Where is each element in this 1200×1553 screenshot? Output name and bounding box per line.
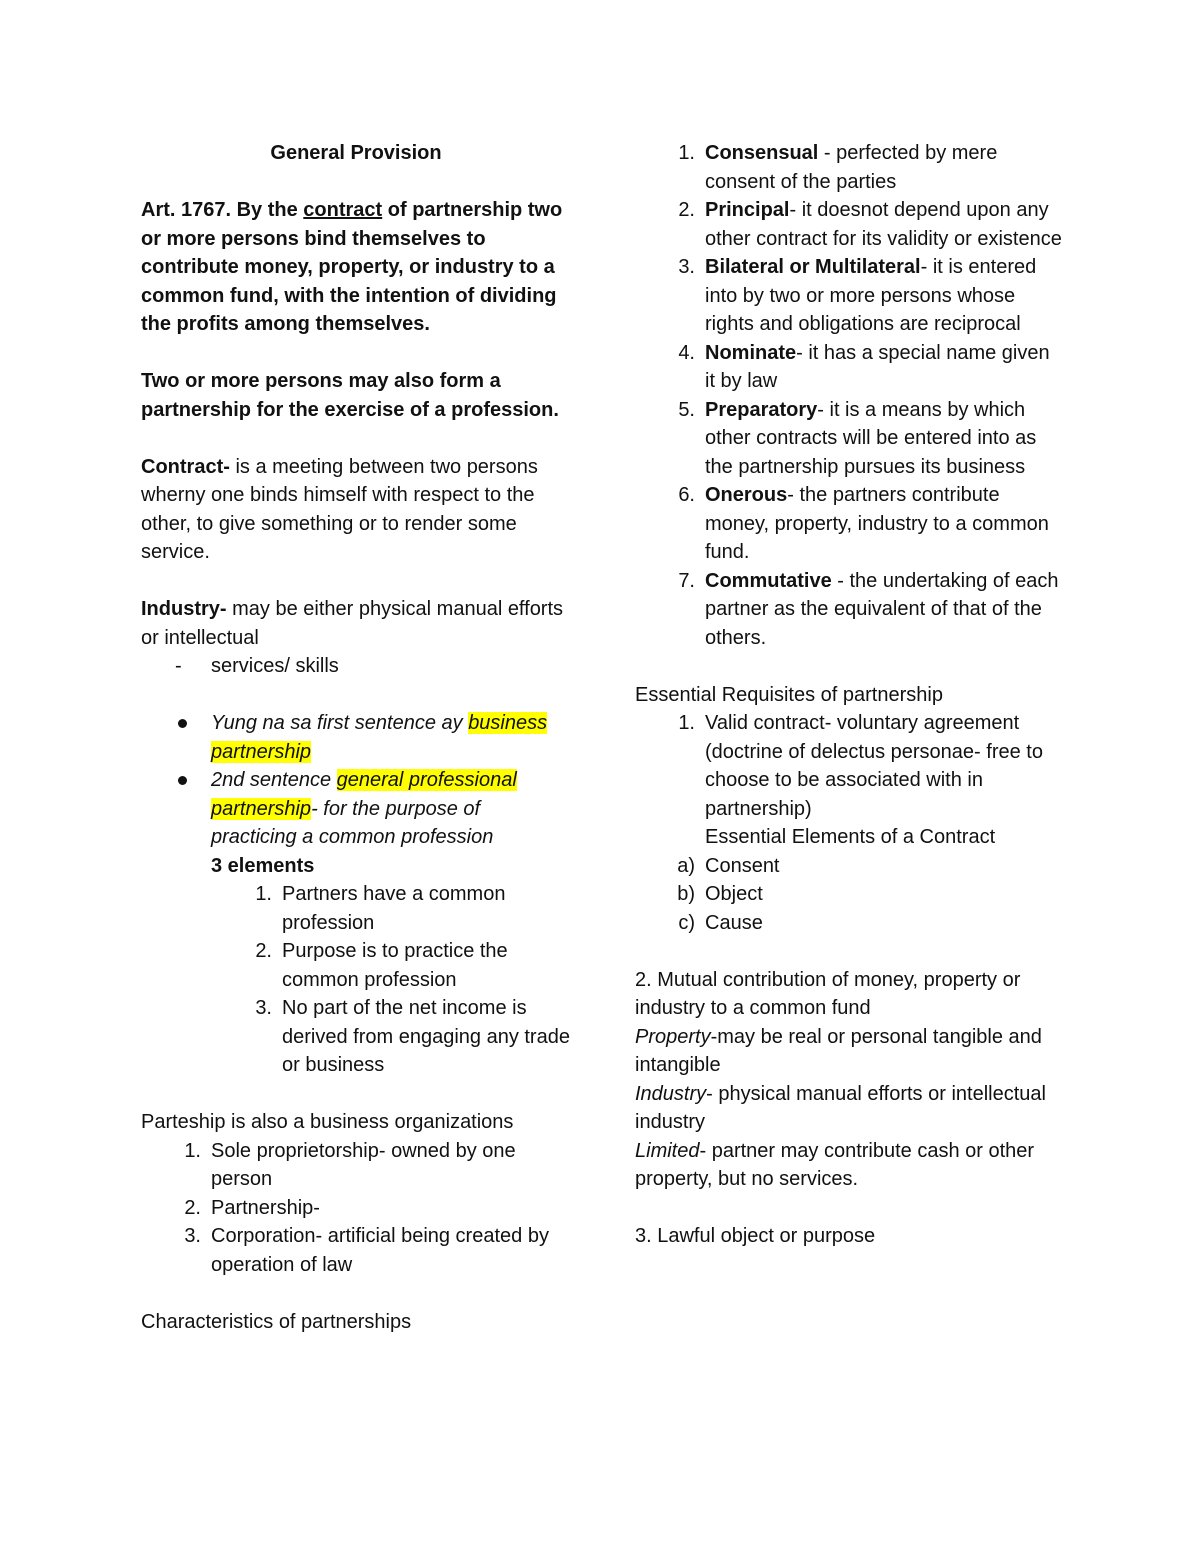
list-item: 2. Purpose is to practice the common profession bbox=[255, 940, 508, 991]
requisites-heading: Essential Requisites of partnership bbox=[635, 683, 943, 706]
list-item: 3. Bilateral or Multilateral- it is entered into by two or more persons whose rights and obligations are reciprocal bbox=[678, 256, 1037, 335]
list-item: b) Object bbox=[677, 883, 763, 905]
list-item: 5. Preparatory- it is a means by which other contracts will be entered into as the partnership pursues its business bbox=[678, 398, 1037, 478]
list-item: c) Cause bbox=[678, 911, 763, 934]
contract-elements-list bbox=[635, 852, 1065, 938]
elements-heading: 3 elements bbox=[211, 854, 315, 877]
bullet-dot-icon bbox=[178, 719, 187, 728]
right-column bbox=[635, 139, 1065, 1251]
contract-elements-heading: Essential Elements of a Contract bbox=[705, 826, 996, 848]
property-definition: Property-may be real or personal tangible and intangible bbox=[635, 1025, 1042, 1076]
requisite-2: 2. Mutual contribution of money, property or industry to a common fund bbox=[635, 968, 1021, 1019]
list-item: 7. Commutative - the undertaking of each partner as the equivalent of that of the others. bbox=[678, 569, 1059, 649]
characteristics-list bbox=[635, 139, 1065, 652]
org-list bbox=[141, 1137, 571, 1280]
industry-definition: Industry- may be either physical manual efforts or intellectual bbox=[141, 598, 564, 649]
elements-list bbox=[141, 880, 571, 1080]
list-item: 2. Partnership- bbox=[184, 1196, 320, 1219]
list-item: 1. Valid contract- voluntary agreement (doctrine of delectus personae- free to choose to be associated with in partnership) bbox=[678, 712, 1043, 820]
bullet-item: Yung na sa first sentence ay business partnership bbox=[141, 709, 571, 766]
list-item: 6. Onerous- the partners contribute money, property, industry to a common fund. bbox=[678, 484, 1049, 563]
limited-definition: Limited- partner may contribute cash or other property, but no services. bbox=[635, 1139, 1035, 1190]
article-1767: Art. 1767. By the contract of partnership two or more persons bind themselves to contribute money, property, or industry to a common fund, with the intention of dividing the profits among themselves. bbox=[141, 199, 563, 335]
list-item: 3. Corporation- artificial being created by operation of law bbox=[184, 1225, 549, 1276]
list-item: 3. No part of the net income is derived from engaging any trade or business bbox=[255, 997, 570, 1076]
list-item: 2. Principal- it doesnot depend upon any other contract for its validity or existence bbox=[678, 199, 1062, 250]
org-heading: Parteship is also a business organizations bbox=[141, 1111, 514, 1133]
list-item: a) Consent bbox=[677, 854, 780, 877]
list-item: 1. Sole proprietorship- owned by one person bbox=[184, 1139, 516, 1190]
list-item: 1. Consensual - perfected by mere consent of the parties bbox=[678, 142, 998, 193]
contract-definition: Contract- is a meeting between two persons wherny one binds himself with respect to the other, to give something or to render some service. bbox=[141, 455, 538, 563]
highlight: general professional partnership bbox=[211, 769, 517, 820]
highlight: business partnership bbox=[211, 712, 548, 763]
article-paragraph-2: Two or more persons may also form a partnership for the exercise of a profession. bbox=[141, 370, 559, 421]
bullet-item: 2nd sentence general professional partnership- for the purpose of practicing a common profession bbox=[141, 766, 571, 852]
list-item: 1. Partners have a common profession bbox=[255, 883, 506, 934]
characteristics-heading: Characteristics of partnerships bbox=[141, 1310, 412, 1333]
bullet-dot-icon bbox=[178, 776, 187, 785]
industry-definition-right: Industry- physical manual efforts or intellectual industry bbox=[635, 1082, 1046, 1133]
left-column bbox=[141, 139, 571, 1336]
contract-underlined: contract bbox=[303, 199, 383, 221]
requisite-3: 3. Lawful object or purpose bbox=[635, 1225, 876, 1247]
page-title: General Provision bbox=[270, 142, 442, 164]
dash-item: - services/ skills bbox=[175, 655, 339, 677]
list-item: 4. Nominate- it has a special name given it by law bbox=[678, 341, 1050, 392]
